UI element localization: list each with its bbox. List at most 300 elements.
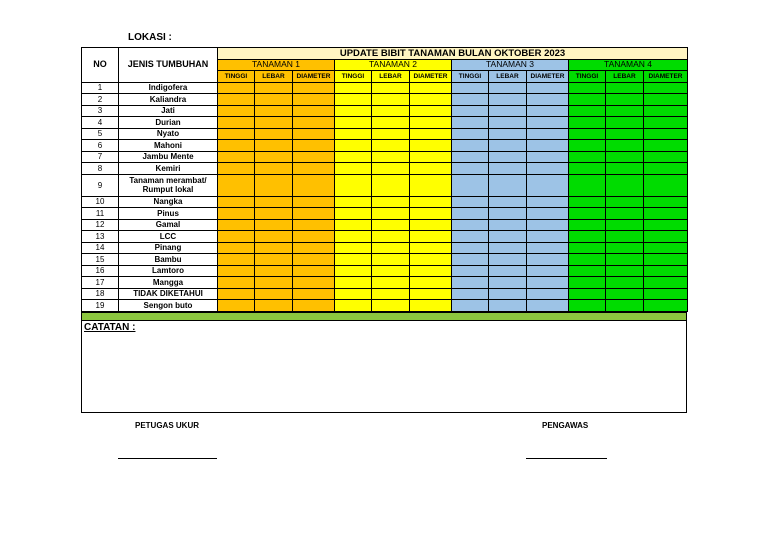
measurement-cell[interactable]: [452, 174, 489, 196]
measurement-cell[interactable]: [527, 140, 569, 152]
sub-header-tinggi: TINGGI: [335, 71, 372, 83]
measurement-cell[interactable]: [569, 82, 606, 94]
measurement-cell[interactable]: [606, 242, 644, 254]
row-number: 17: [82, 277, 119, 289]
sub-header-diameter: DIAMETER: [644, 71, 688, 83]
measurement-cell[interactable]: [644, 254, 688, 266]
measurement-cell[interactable]: [527, 163, 569, 175]
measurement-cell[interactable]: [372, 163, 410, 175]
table-row: [82, 196, 688, 208]
measurement-cell[interactable]: [410, 163, 452, 175]
plant-name: TIDAK DIKETAHUI: [119, 288, 218, 300]
measurement-cell[interactable]: [372, 196, 410, 208]
measurement-cell[interactable]: [255, 151, 293, 163]
measurement-cell[interactable]: [527, 174, 569, 196]
measurement-cell[interactable]: [218, 300, 255, 312]
measurement-cell[interactable]: [410, 151, 452, 163]
measurement-cell[interactable]: [606, 196, 644, 208]
measurement-cell[interactable]: [606, 105, 644, 117]
measurement-cell[interactable]: [569, 196, 606, 208]
notes-label: CATATAN :: [84, 322, 136, 333]
measurement-cell[interactable]: [452, 82, 489, 94]
measurement-cell[interactable]: [644, 300, 688, 312]
measurement-cell[interactable]: [410, 300, 452, 312]
measurement-cell[interactable]: [489, 277, 527, 289]
measurement-cell[interactable]: [255, 254, 293, 266]
measurement-cell[interactable]: [527, 128, 569, 140]
measurement-cell[interactable]: [255, 242, 293, 254]
plant-name: Indigofera: [119, 82, 218, 94]
measurement-cell[interactable]: [644, 196, 688, 208]
measurement-cell[interactable]: [410, 196, 452, 208]
measurement-cell[interactable]: [372, 254, 410, 266]
measurement-cell[interactable]: [527, 277, 569, 289]
measurement-cell[interactable]: [255, 128, 293, 140]
measurement-cell[interactable]: [606, 300, 644, 312]
measurement-cell[interactable]: [489, 208, 527, 220]
measurement-cell[interactable]: [335, 300, 372, 312]
measurement-cell[interactable]: [293, 277, 335, 289]
measurement-cell[interactable]: [293, 174, 335, 196]
measurement-cell[interactable]: [644, 140, 688, 152]
table-row: [82, 140, 688, 152]
measurement-cell[interactable]: [293, 105, 335, 117]
measurement-cell[interactable]: [489, 82, 527, 94]
table-row: [82, 231, 688, 243]
measurement-cell[interactable]: [606, 140, 644, 152]
measurement-cell[interactable]: [489, 151, 527, 163]
measurement-cell[interactable]: [255, 196, 293, 208]
measurement-cell[interactable]: [452, 196, 489, 208]
measurement-cell[interactable]: [410, 288, 452, 300]
sub-header-lebar: LEBAR: [372, 71, 410, 83]
measurement-cell[interactable]: [255, 140, 293, 152]
measurement-cell[interactable]: [372, 117, 410, 129]
measurement-cell[interactable]: [452, 163, 489, 175]
measurement-cell[interactable]: [293, 140, 335, 152]
measurement-cell[interactable]: [489, 300, 527, 312]
measurement-cell[interactable]: [218, 128, 255, 140]
plant-name: Jati: [119, 105, 218, 117]
measurement-cell[interactable]: [293, 300, 335, 312]
plant-name: Pinus: [119, 208, 218, 220]
measurement-cell[interactable]: [218, 288, 255, 300]
no-header: NO: [82, 48, 119, 83]
green-divider-bar: [81, 312, 687, 321]
measurement-cell[interactable]: [606, 219, 644, 231]
measurement-cell[interactable]: [255, 219, 293, 231]
sub-header-lebar: LEBAR: [489, 71, 527, 83]
table-row: [82, 82, 688, 94]
plant-name: Bambu: [119, 254, 218, 266]
row-number: 14: [82, 242, 119, 254]
measurement-cell[interactable]: [410, 128, 452, 140]
plant-name: Mangga: [119, 277, 218, 289]
measurement-cell[interactable]: [335, 117, 372, 129]
measurement-cell[interactable]: [218, 94, 255, 106]
plant-name: Kemiri: [119, 163, 218, 175]
plant-name: Sengon buto: [119, 300, 218, 312]
measurement-cell[interactable]: [644, 231, 688, 243]
measurement-cell[interactable]: [452, 151, 489, 163]
measurement-cell[interactable]: [489, 231, 527, 243]
table-row: [82, 208, 688, 220]
plant-name: Pinang: [119, 242, 218, 254]
measurement-cell[interactable]: [410, 94, 452, 106]
measurement-cell[interactable]: [293, 151, 335, 163]
measurement-cell[interactable]: [372, 105, 410, 117]
measurement-cell[interactable]: [606, 288, 644, 300]
measurement-cell[interactable]: [644, 288, 688, 300]
row-number: 16: [82, 265, 119, 277]
measurement-cell[interactable]: [569, 242, 606, 254]
row-number: 12: [82, 219, 119, 231]
table-row: [82, 265, 688, 277]
measurement-cell[interactable]: [569, 288, 606, 300]
measurement-cell[interactable]: [255, 277, 293, 289]
measurement-cell[interactable]: [255, 82, 293, 94]
measurement-cell[interactable]: [335, 128, 372, 140]
measurement-cell[interactable]: [293, 219, 335, 231]
table-row: [82, 128, 688, 140]
table-row: [82, 117, 688, 129]
row-number: 15: [82, 254, 119, 266]
measurement-cell[interactable]: [527, 82, 569, 94]
measurement-cell[interactable]: [569, 300, 606, 312]
measurement-cell[interactable]: [372, 300, 410, 312]
measurement-cell[interactable]: [452, 265, 489, 277]
measurement-cell[interactable]: [452, 242, 489, 254]
measurement-cell[interactable]: [606, 208, 644, 220]
pengawas-label: PENGAWAS: [542, 421, 589, 430]
row-number: 7: [82, 151, 119, 163]
measurement-cell[interactable]: [569, 208, 606, 220]
measurement-cell[interactable]: [489, 140, 527, 152]
measurement-cell[interactable]: [644, 219, 688, 231]
measurement-cell[interactable]: [218, 277, 255, 289]
measurement-cell[interactable]: [644, 265, 688, 277]
measurement-cell[interactable]: [218, 117, 255, 129]
measurement-cell[interactable]: [218, 254, 255, 266]
measurement-cell[interactable]: [569, 254, 606, 266]
measurement-cell[interactable]: [218, 140, 255, 152]
measurement-cell[interactable]: [452, 208, 489, 220]
measurement-cell[interactable]: [372, 219, 410, 231]
measurement-cell[interactable]: [644, 174, 688, 196]
measurement-cell[interactable]: [644, 117, 688, 129]
row-number: 9: [82, 174, 119, 196]
measurement-cell[interactable]: [606, 163, 644, 175]
measurement-cell[interactable]: [410, 219, 452, 231]
measurement-cell[interactable]: [410, 82, 452, 94]
table-row: [82, 94, 688, 106]
measurement-cell[interactable]: [255, 174, 293, 196]
measurement-cell[interactable]: [293, 163, 335, 175]
plant-name: Durian: [119, 117, 218, 129]
table-row: [82, 174, 688, 196]
table-row: [82, 277, 688, 289]
table-row: [82, 105, 688, 117]
measurement-cell[interactable]: [527, 208, 569, 220]
petugas-signature-line: [118, 458, 217, 459]
measurement-cell[interactable]: [293, 242, 335, 254]
measurement-cell[interactable]: [335, 82, 372, 94]
measurement-cell[interactable]: [527, 219, 569, 231]
measurement-cell[interactable]: [218, 105, 255, 117]
measurement-cell[interactable]: [335, 208, 372, 220]
plant-name: Kaliandra: [119, 94, 218, 106]
row-number: 3: [82, 105, 119, 117]
measurement-cell[interactable]: [372, 128, 410, 140]
sub-header-lebar: LEBAR: [606, 71, 644, 83]
measurement-cell[interactable]: [255, 231, 293, 243]
sub-header-tinggi: TINGGI: [569, 71, 606, 83]
measurement-cell[interactable]: [527, 231, 569, 243]
measurement-cell[interactable]: [569, 117, 606, 129]
measurement-cell[interactable]: [410, 174, 452, 196]
measurement-cell[interactable]: [644, 163, 688, 175]
measurement-cell[interactable]: [410, 277, 452, 289]
measurement-cell[interactable]: [527, 151, 569, 163]
measurement-cell[interactable]: [410, 254, 452, 266]
plant-name: Tanaman merambat/ Rumput lokal: [119, 174, 218, 196]
measurement-cell[interactable]: [527, 288, 569, 300]
measurement-cell[interactable]: [489, 242, 527, 254]
measurement-cell[interactable]: [527, 196, 569, 208]
measurement-cell[interactable]: [527, 265, 569, 277]
row-number: 2: [82, 94, 119, 106]
measurement-cell[interactable]: [452, 117, 489, 129]
measurement-cell[interactable]: [569, 265, 606, 277]
measurement-cell[interactable]: [452, 231, 489, 243]
measurement-cell[interactable]: [527, 242, 569, 254]
table-row: [82, 219, 688, 231]
measurement-cell[interactable]: [489, 254, 527, 266]
measurement-cell[interactable]: [489, 117, 527, 129]
measurement-cell[interactable]: [335, 163, 372, 175]
measurement-cell[interactable]: [489, 174, 527, 196]
measurement-cell[interactable]: [606, 151, 644, 163]
measurement-cell[interactable]: [335, 219, 372, 231]
measurement-cell[interactable]: [452, 219, 489, 231]
measurement-cell[interactable]: [410, 117, 452, 129]
measurement-cell[interactable]: [335, 174, 372, 196]
measurement-cell[interactable]: [489, 265, 527, 277]
measurement-cell[interactable]: [452, 254, 489, 266]
measurement-cell[interactable]: [606, 117, 644, 129]
measurement-cell[interactable]: [372, 277, 410, 289]
measurement-cell[interactable]: [372, 94, 410, 106]
measurement-cell[interactable]: [410, 231, 452, 243]
row-number: 1: [82, 82, 119, 94]
measurement-cell[interactable]: [255, 288, 293, 300]
row-number: 6: [82, 140, 119, 152]
measurement-cell[interactable]: [218, 151, 255, 163]
petugas-ukur-label: PETUGAS UKUR: [135, 421, 200, 430]
measurement-cell[interactable]: [452, 105, 489, 117]
measurement-cell[interactable]: [335, 151, 372, 163]
measurement-cell[interactable]: [372, 265, 410, 277]
measurement-cell[interactable]: [293, 94, 335, 106]
plant-name: Gamal: [119, 219, 218, 231]
measurement-cell[interactable]: [452, 128, 489, 140]
measurement-cell[interactable]: [372, 174, 410, 196]
measurement-cell[interactable]: [218, 242, 255, 254]
measurement-cell[interactable]: [255, 105, 293, 117]
measurement-cell[interactable]: [255, 208, 293, 220]
measurement-cell[interactable]: [644, 94, 688, 106]
notes-box[interactable]: [81, 321, 687, 413]
measurement-cell[interactable]: [410, 208, 452, 220]
measurement-cell[interactable]: [335, 231, 372, 243]
measurement-cell[interactable]: [293, 82, 335, 94]
measurement-cell[interactable]: [218, 174, 255, 196]
plant-name: Nyato: [119, 128, 218, 140]
table-row: [82, 151, 688, 163]
measurement-cell[interactable]: [527, 254, 569, 266]
measurement-cell[interactable]: [335, 242, 372, 254]
measurement-cell[interactable]: [372, 288, 410, 300]
sub-header-diameter: DIAMETER: [410, 71, 452, 83]
measurement-cell[interactable]: [255, 94, 293, 106]
measurement-cell[interactable]: [255, 265, 293, 277]
sub-header-diameter: DIAMETER: [293, 71, 335, 83]
measurement-cell[interactable]: [218, 82, 255, 94]
table-row: [82, 242, 688, 254]
measurement-cell[interactable]: [372, 208, 410, 220]
jenis-header: JENIS TUMBUHAN: [119, 48, 218, 83]
measurement-cell[interactable]: [489, 196, 527, 208]
measurement-cell[interactable]: [335, 288, 372, 300]
measurement-cell[interactable]: [644, 105, 688, 117]
measurement-cell[interactable]: [452, 277, 489, 289]
measurement-cell[interactable]: [452, 94, 489, 106]
measurement-cell[interactable]: [218, 196, 255, 208]
measurement-cell[interactable]: [569, 151, 606, 163]
measurement-cell[interactable]: [569, 219, 606, 231]
measurement-cell[interactable]: [372, 231, 410, 243]
group-header-3: TANAMAN 3: [452, 59, 569, 71]
measurement-cell[interactable]: [489, 128, 527, 140]
measurement-cell[interactable]: [569, 277, 606, 289]
measurement-cell[interactable]: [335, 254, 372, 266]
measurement-cell[interactable]: [527, 117, 569, 129]
measurement-cell[interactable]: [489, 219, 527, 231]
measurement-cell[interactable]: [452, 140, 489, 152]
measurement-cell[interactable]: [335, 140, 372, 152]
measurement-cell[interactable]: [606, 277, 644, 289]
measurement-cell[interactable]: [489, 163, 527, 175]
measurement-cell[interactable]: [644, 128, 688, 140]
measurement-cell[interactable]: [527, 94, 569, 106]
measurement-cell[interactable]: [527, 300, 569, 312]
measurement-cell[interactable]: [372, 82, 410, 94]
table-title: UPDATE BIBIT TANAMAN BULAN OKTOBER 2023: [218, 48, 688, 60]
measurement-cell[interactable]: [569, 174, 606, 196]
measurement-cell[interactable]: [410, 140, 452, 152]
measurement-cell[interactable]: [293, 265, 335, 277]
plant-name: Jambu Mente: [119, 151, 218, 163]
measurement-cell[interactable]: [335, 196, 372, 208]
measurement-cell[interactable]: [218, 163, 255, 175]
measurement-cell[interactable]: [335, 105, 372, 117]
measurement-cell[interactable]: [606, 174, 644, 196]
measurement-cell[interactable]: [489, 105, 527, 117]
measurement-cell[interactable]: [606, 254, 644, 266]
measurement-cell[interactable]: [410, 265, 452, 277]
measurement-cell[interactable]: [527, 105, 569, 117]
measurement-cell[interactable]: [293, 231, 335, 243]
measurement-cell[interactable]: [489, 94, 527, 106]
measurement-cell[interactable]: [606, 82, 644, 94]
measurement-cell[interactable]: [255, 117, 293, 129]
measurement-cell[interactable]: [335, 277, 372, 289]
measurement-cell[interactable]: [569, 105, 606, 117]
measurement-cell[interactable]: [644, 277, 688, 289]
group-header-1: TANAMAN 1: [218, 59, 335, 71]
row-number: 10: [82, 196, 119, 208]
measurement-cell[interactable]: [569, 128, 606, 140]
measurement-cell[interactable]: [644, 151, 688, 163]
measurement-cell[interactable]: [218, 231, 255, 243]
measurement-cell[interactable]: [372, 242, 410, 254]
measurement-cell[interactable]: [335, 94, 372, 106]
measurement-cell[interactable]: [410, 242, 452, 254]
row-number: 19: [82, 300, 119, 312]
measurement-cell[interactable]: [293, 208, 335, 220]
measurement-cell[interactable]: [218, 208, 255, 220]
measurement-cell[interactable]: [293, 117, 335, 129]
measurement-cell[interactable]: [569, 94, 606, 106]
sub-header-tinggi: TINGGI: [218, 71, 255, 83]
measurement-cell[interactable]: [255, 163, 293, 175]
measurement-cell[interactable]: [410, 105, 452, 117]
measurement-cell[interactable]: [293, 254, 335, 266]
group-header-4: TANAMAN 4: [569, 59, 688, 71]
measurement-cell[interactable]: [644, 242, 688, 254]
measurement-cell[interactable]: [293, 128, 335, 140]
measurement-cell[interactable]: [372, 140, 410, 152]
measurement-cell[interactable]: [644, 82, 688, 94]
measurement-cell[interactable]: [293, 288, 335, 300]
measurement-cell[interactable]: [218, 219, 255, 231]
group-header-2: TANAMAN 2: [335, 59, 452, 71]
measurement-cell[interactable]: [606, 231, 644, 243]
sub-header-lebar: LEBAR: [255, 71, 293, 83]
measurement-cell[interactable]: [255, 300, 293, 312]
measurement-cell[interactable]: [606, 128, 644, 140]
measurement-cell[interactable]: [452, 288, 489, 300]
measurement-cell[interactable]: [489, 288, 527, 300]
measurement-cell[interactable]: [372, 151, 410, 163]
plant-name: Mahoni: [119, 140, 218, 152]
measurement-cell[interactable]: [452, 300, 489, 312]
pengawas-signature-line: [526, 458, 607, 459]
measurement-cell[interactable]: [218, 265, 255, 277]
measurement-cell[interactable]: [335, 265, 372, 277]
measurement-cell[interactable]: [606, 94, 644, 106]
plant-name: Nangka: [119, 196, 218, 208]
measurement-cell[interactable]: [569, 140, 606, 152]
measurement-cell[interactable]: [644, 208, 688, 220]
measurement-cell[interactable]: [606, 265, 644, 277]
measurement-cell[interactable]: [293, 196, 335, 208]
row-number: 5: [82, 128, 119, 140]
row-number: 13: [82, 231, 119, 243]
row-number: 4: [82, 117, 119, 129]
measurement-cell[interactable]: [569, 163, 606, 175]
measurement-cell[interactable]: [569, 231, 606, 243]
